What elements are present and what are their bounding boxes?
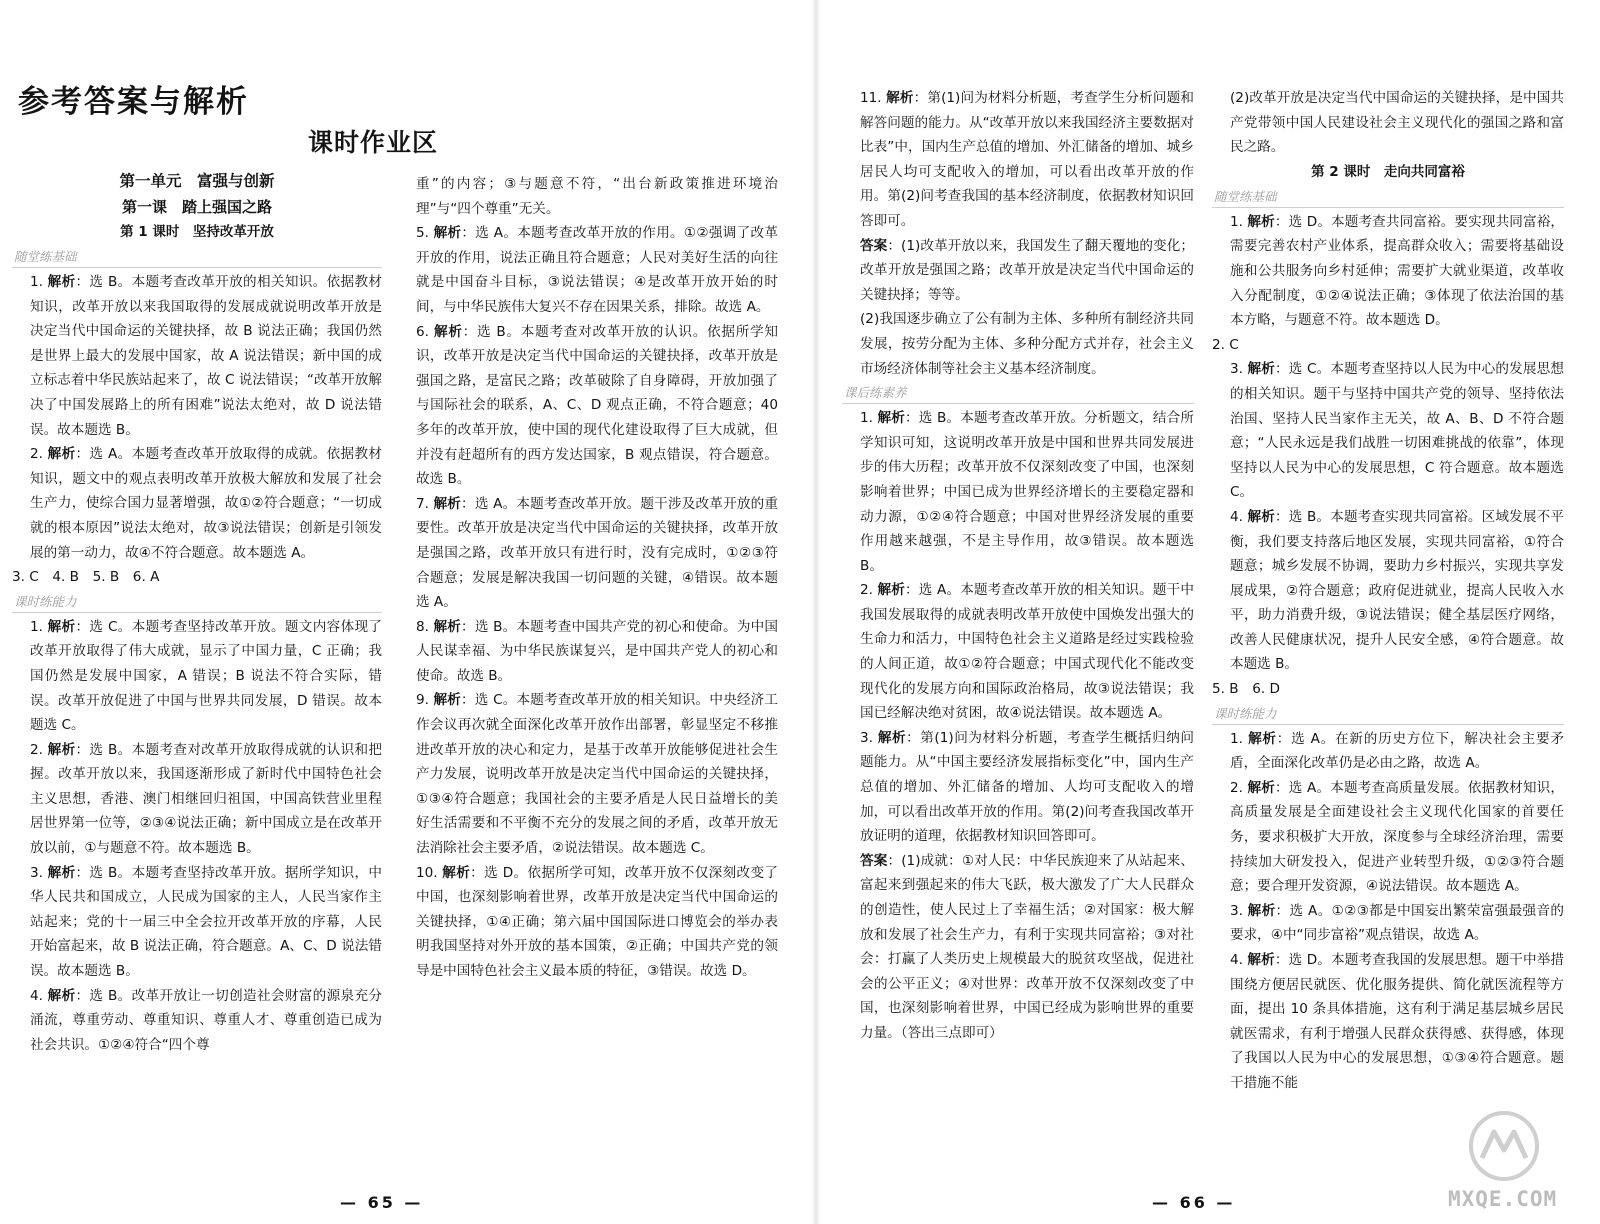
zone-title: 课时作业区 xyxy=(308,128,439,157)
answer-text: 答案：(1)改革开放以来，我国发生了翻天覆地的变化；改革开放是强国之路；改革开放是决定当代中国命运的关键抉择；等等。 xyxy=(860,237,1194,303)
answer-item: 5. B 6. D xyxy=(1212,681,1280,698)
answer-continuation: 重”的内容；③与题意不符，“出台新政策推进环境治理”与“四个尊重”无关。 xyxy=(416,176,778,217)
watermark-text: MXQE.COM xyxy=(1448,1187,1558,1211)
answer-item: 2. 解析：选 A。本题考查改革开放取得的成就。依据教材知识，题文中的观点表明改革开放极大解放和发展了社会生产力，使综合国力显著增强，故①②符合题意；“一切成就的根本原因”说法太绝对，故③说法错误；创新是引领发展的第一动力，故④不符合题意。故本题选 A。 xyxy=(30,446,382,561)
unit-heading: 第一单元 富强与创新 xyxy=(119,172,275,190)
answer-text: (2)我国逐步确立了公有制为主体、多种所有制经济共同发展，按劳分配为主体、多种分配方式并存，社会主义市场经济体制等社会主义基本经济制度。 xyxy=(860,311,1194,377)
page-number-left: — 65 — xyxy=(340,1193,424,1212)
answer-item: 2. 解析：选 B。本题考查对改革开放取得成就的认识和把握。改革开放以来，我国逐渐形成了新时代中国特色社会主义思想，香港、澳门相继回归祖国，中国高铁营业里程居世界第一位等，②③④说法正确；新中国成立是在改革开放以前，①与题意不符。故本题选 B。 xyxy=(30,741,382,857)
answer-text: 答案：(1)成就：①对人民：中华民族迎来了从站起来、富起来到强起来的伟大飞跃，极大激发了广大人民群众的创造性，使人民过上了幸福生活；②对国家：极大解放和发展了社会生产力，有利于实现共同富裕；③对社会：打赢了人类历史上规模最大的脱贫攻坚战，促进社会的公平正义；④对世界：改革开放不仅深刻改变了中国，也深刻影响着世界，中国已经成为影响世界的重要力量。（答出三点即可） xyxy=(860,852,1194,1041)
answer-item: 3. C 4. B 5. B 6. A xyxy=(12,569,160,586)
answer-item: 2. C xyxy=(1212,336,1239,353)
column-2 xyxy=(398,172,778,1180)
period-heading: 第 2 课时 走向共同富裕 xyxy=(1311,163,1465,180)
answer-item: 1. 解析：选 D。本题考查共同富裕。要实现共同富裕，需要完善农村产业体系，提高群众收入；需要将基础设施和公共服务向乡村延伸；需要扩大就业渠道，改革收入分配制度，①②④说法正确；③体现了依法治国的基本方略，与题意不符。故本题选 D。 xyxy=(1230,213,1564,329)
page-gutter xyxy=(812,0,820,1224)
answer-item: 1. 解析：选 B。本题考查改革开放。分析题文，结合所学知识可知，这说明改革开放是中国和世界共同发展进步的伟大历程；改革开放不仅深刻改变了中国，也深刻影响着世界；中国已成为世界经济增长的主要稳定器和动力源，①②④符合题意；中国对世界经济发展的重要作用越来越强，不是主导作用，故③错误。故本题选 B。 xyxy=(860,410,1194,574)
answer-item: 1. 解析：选 C。本题考查坚持改革开放。题文内容体现了改革开放取得了伟大成就，显示了中国力量，C 正确；我国仍然是发展中国家，A 错误；B 说法不符合实际，错误。改革开放促进了中国与世界共同发展，D 错误。故本题选 C。 xyxy=(30,618,382,734)
page-number-right: — 66 — xyxy=(1152,1193,1236,1212)
answer-item: 3. 解析：选 B。本题考查坚持改革开放。据所学知识，中华人民共和国成立，人民成为国家的主人，人民当家作主站起来；党的十一届三中全会拉开改革开放的序幕，人民开始富起来，故 B 说法正确，符合题意。A、C、D 说法错误。故本题选 B。 xyxy=(30,864,382,980)
answer-item: 7. 解析：选 A。本题考查改革开放。题干涉及改革开放的重要性。改革开放是决定当代中国命运的关键抉择，改革开放是强国之路，改革开放只有进行时，没有完成时，①②③符合题意；发展是解决我国一切问题的关键，④错误。故本题选 A。 xyxy=(416,495,778,611)
answer-item: 5. 解析：选 A。本题考查改革开放的作用。①②强调了改革开放的作用，说法正确且符合题意；人民对美好生活的向往就是中国奋斗目标，③说法错误；④是改革开放开始的时间，与中华民族伟大复兴不存在因果关系，排除。故选 A。 xyxy=(416,225,778,315)
answer-item: 2. 解析：选 A。本题考查改革开放的相关知识。题干中我国发展取得的成就表明改革开放使中国焕发出强大的生命力和活力，中国特色社会主义道路是经过实践检验的人间正道，故①②符合题意；中国式现代化不能改变现代化的发展方向和国际政治格局，故③说法错误；我国已经解决绝对贫困，故④说法错误。故本题选 A。 xyxy=(860,582,1194,722)
answer-item: 3. 解析：选 C。本题考查坚持以人民为中心的发展思想的相关知识。题干与坚持中国共产党的领导、坚持依法治国、坚持人民当家作主无关，故 A、B、D 不符合题意；“人民永远是我们战胜一切困难挑战的依靠”，体现坚持以人民为中心的发展思想，C 符合题意。故本题选 C。 xyxy=(1230,361,1564,501)
main-title: 参考答案与解析 xyxy=(18,84,249,120)
section-label: 课后练素养 xyxy=(842,382,1194,404)
answer-item: 1. 解析：选 A。在新的历史方位下，解决社会主要矛盾，全面深化改革仍是必由之路，故选 A。 xyxy=(1230,730,1564,772)
watermark-logo-icon xyxy=(1458,1108,1550,1184)
lesson-heading: 第一课 踏上强国之路 xyxy=(121,198,272,216)
answer-item: 8. 解析：选 B。本题考查中国共产党的初心和使命。为中国人民谋幸福、为中华民族谋复兴，是中国共产党人的初心和使命。故选 B。 xyxy=(416,618,778,684)
answer-item: 6. 解析：选 B。本题考查对改革开放的认识。依据所学知识，改革开放是决定当代中国命运的关键抉择，改革开放是强国之路，是富民之路；改革破除了自身障碍，开放加强了与国际社会的联系，A、C、D 观点正确，不符合题意；40 多年的改革开放，使中国的现代化建设取得了巨大成就，但并没有赶超所有的西方发达国家，B 观点错误，符合题意。故选 B。 xyxy=(416,323,778,488)
answer-item: 3. 解析：选 A。①②③都是中国妄出繁荣富强最强音的要求，④中“同步富裕”观点错误，故选 A。 xyxy=(1230,902,1564,944)
column-1 xyxy=(12,168,382,1180)
answer-continuation: (2)改革开放是决定当代中国命运的关键抉择，是中国共产党带领中国人民建设社会主义现代化的强国之路和富民之路。 xyxy=(1230,90,1564,156)
answer-item: 9. 解析：选 C。本题考查改革开放的相关知识。中央经济工作会议再次就全面深化改革开放作出部署，彰显坚定不移推进改革开放的决心和定力，是基于改革开放能够促进社会生产力发展，说明改革开放是决定当代中国命运的关键抉择，①③④符合题意；我国社会的主要矛盾是人民日益增长的美好生活需要和不平衡不充分的发展之间的矛盾，改革开放无法消除社会主要矛盾，②说法错误。故本题选 C。 xyxy=(416,692,778,857)
answer-item: 2. 解析：选 A。本题考查高质量发展。依据教材知识，高质量发展是全面建设社会主义现代化国家的首要任务，要求积极扩大开放，深度参与全球经济治理，需要持续加大研发投入，促进产业转型升级，①②③符合题意；要合理开发资源，④说法错误。故本题选 A。 xyxy=(1230,779,1564,895)
section-label: 随堂练基础 xyxy=(12,246,382,268)
answer-item: 10. 解析：选 D。依据所学可知，改革开放不仅深刻改变了中国，也深刻影响着世界，改革开放是决定当代中国命运的关键抉择，①④正确；第六届中国国际进口博览会的举办表明我国坚持对外开放的基本国策，②正确；中国共产党的领导是中国特色社会主义最本质的特征，③错误。故选 D。 xyxy=(416,864,778,979)
answer-item: 11. 解析：第(1)问为材料分析题，考查学生分析问题和解答问题的能力。从“改革开放以来我国经济主要数据对比表”中，国内生产总值的增加、外汇储备的增加、城乡居民人均可支配收入的增加，可以看出改革开放的作用。第(2)问考查我国的基本经济制度，依据教材知识回答即可。 xyxy=(860,90,1194,229)
column-3 xyxy=(842,86,1194,1180)
answer-item: 4. 解析：选 D。本题考查我国的发展思想。题干中举措围绕方便居民就医、优化服务提供、简化就医流程等方面，提出 10 条具体措施，这有利于满足基层城乡居民就医需求，有利于增强人民群众获得感、获得感，体现了我国以人民为中心的发展思想，①③④符合题意。题干措施不能 xyxy=(1230,952,1564,1091)
answer-item: 4. 解析：选 B。改革开放让一切创造社会财富的源泉充分涌流，尊重劳动、尊重知识、尊重人才、尊重创造已成为社会共识。①②④符合“四个尊 xyxy=(30,987,382,1053)
answer-item: 3. 解析：第(1)问为材料分析题，考查学生概括归纳问题能力。从“中国主要经济发展指标变化”中，国内生产总值的增加、外汇储备的增加、人均可支配收入的增加，可以看出改革开放的作用。第(2)问考查我国改革开放证明的道理，依据教材知识回答即可。 xyxy=(860,729,1194,845)
section-label: 课时练能力 xyxy=(1212,703,1564,725)
section-label: 课时练能力 xyxy=(12,591,382,613)
answer-item: 1. 解析：选 B。本题考查改革开放的相关知识。依据教材知识，改革开放以来我国取得的发展成就说明改革开放是决定当代中国命运的关键抉择，故 B 说法正确；我国仍然是世界上最大的发展中国家，故 A 说法错误；新中国的成立标志着中华民族站起来了，故 C 说法错误；“改革开放解决了中国发展路上的所有困难”说法太绝对，故 D 说法错误。故本题选 B。 xyxy=(30,274,382,438)
answer-item: 4. 解析：选 B。本题考查实现共同富裕。区域发展不平衡，我们要支持落后地区发展，实现共同富裕，①符合题意；城乡发展不协调，要助力乡村振兴，实现共享发展成果，②符合题意；政府促进就业，提高人民收入水平，助力消费升级，③说法错误；健全基层医疗网络，改善人民健康状况，提升人民安全感，④符合题意。故本题选 B。 xyxy=(1230,508,1564,673)
column-4 xyxy=(1212,86,1564,1180)
period-heading: 第 1 课时 坚持改革开放 xyxy=(120,224,274,240)
section-label: 随堂练基础 xyxy=(1212,186,1564,208)
